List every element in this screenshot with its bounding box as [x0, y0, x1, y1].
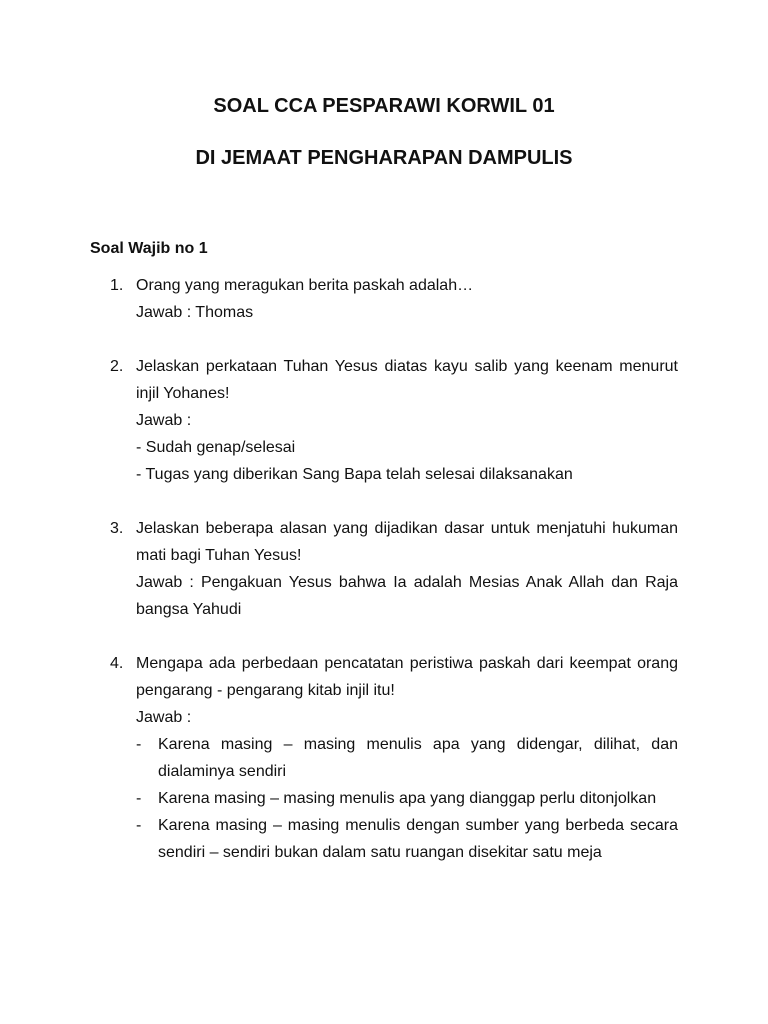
- question-number: 3.: [110, 520, 124, 537]
- question-list: [90, 272, 678, 866]
- question-item: [90, 650, 678, 866]
- answer-item-text: Karena masing – masing menulis apa yang dianggap perlu ditonjolkan: [158, 790, 657, 807]
- question-item: [90, 353, 678, 488]
- answer-line: - Sudah genap/selesai: [136, 439, 296, 456]
- answer-list-item: [136, 812, 678, 866]
- bullet-dash: -: [136, 817, 142, 834]
- question-text: Jelaskan perkataan Tuhan Yesus diatas kayu salib yang keenam menurut injil Yohanes!: [136, 358, 678, 402]
- document-title-line2: DI JEMAAT PENGHARAPAN DAMPULIS: [195, 147, 573, 169]
- answer-line: - Tugas yang diberikan Sang Bapa telah selesai dilaksanakan: [136, 466, 573, 483]
- answer-item-text: Karena masing – masing menulis apa yang didengar, dilihat, dan dialaminya sendiri: [158, 736, 678, 780]
- answer-list-item: [136, 785, 678, 812]
- answer-label: Jawab :: [136, 412, 192, 429]
- bullet-dash: -: [136, 736, 142, 753]
- answer-label: Jawab :: [136, 709, 192, 726]
- question-text: Orang yang meragukan berita paskah adalah…: [136, 277, 474, 294]
- question-text: Jelaskan beberapa alasan yang dijadikan dasar untuk menjatuhi hukuman mati bagi Tuhan Yesus!: [136, 520, 678, 564]
- question-text: Mengapa ada perbedaan pencatatan peristiwa paskah dari keempat orang pengarang - pengarang kitab injil itu!: [136, 655, 678, 699]
- question-number: 1.: [110, 277, 124, 294]
- answer-list: [136, 731, 678, 866]
- answer-item-text: Karena masing – masing menulis dengan sumber yang berbeda secara sendiri – sendiri bukan dalam satu ruangan disekitar satu meja: [158, 817, 678, 861]
- bullet-dash: -: [136, 790, 142, 807]
- document-title-line1: SOAL CCA PESPARAWI KORWIL 01: [213, 95, 555, 117]
- question-number: 2.: [110, 358, 124, 375]
- answer-text: Jawab : Pengakuan Yesus bahwa Ia adalah Mesias Anak Allah dan Raja bangsa Yahudi: [136, 574, 678, 618]
- question-number: 4.: [110, 655, 124, 672]
- section-heading: Soal Wajib no 1: [90, 240, 208, 257]
- answer-list-item: [136, 731, 678, 785]
- answer-text: Jawab : Thomas: [136, 304, 254, 321]
- question-item: [90, 272, 678, 326]
- question-item: [90, 515, 678, 623]
